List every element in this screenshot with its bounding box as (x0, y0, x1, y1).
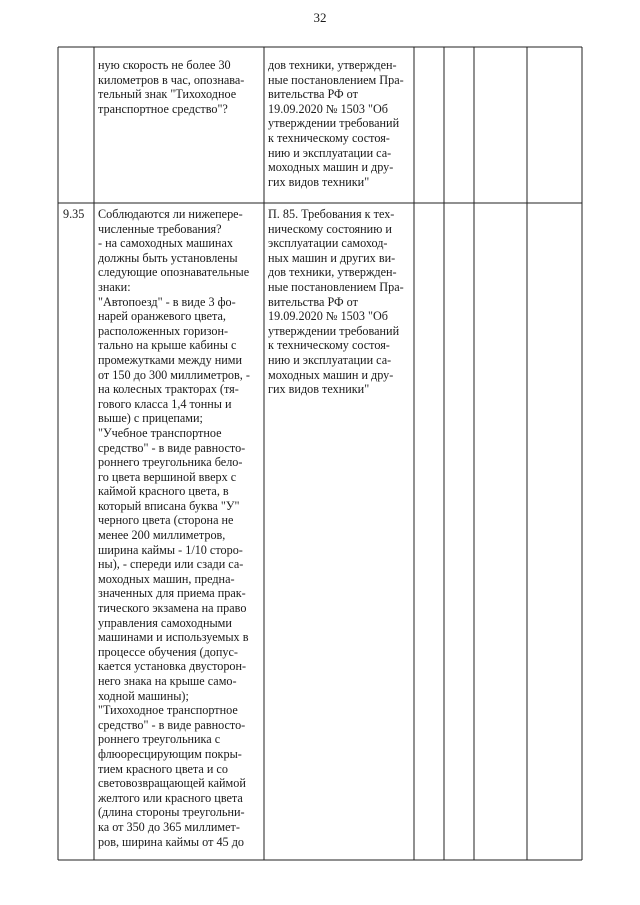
text-line: роннего треугольника с (98, 732, 221, 747)
text-line: управления самоходными (98, 615, 232, 630)
text-line: дов техники, утвержден- (268, 265, 397, 280)
text-line: "Тихоходное транспортное (98, 703, 238, 718)
text-line: к техническому состоя- (268, 130, 390, 145)
text-line: транспортное средство"? (98, 101, 228, 116)
text-line: вительства РФ от (268, 87, 358, 102)
text-line: ную скорость не более 30 (98, 58, 231, 72)
text-line: средство" - в виде равносто- (98, 717, 246, 732)
text-line: значенных для приема прак- (98, 586, 246, 601)
text-line: к техническому состоя- (268, 338, 390, 353)
text-line: го цвета вершиной вверх с (98, 469, 237, 484)
text-line: желтого или красного цвета (98, 790, 243, 805)
text-line: ных машин и других ви- (268, 250, 396, 265)
text-line: кается установка двусторон- (98, 659, 247, 674)
text-line: ров, ширина каймы от 45 до (98, 834, 244, 849)
text-line: Соблюдаются ли нижепере- (98, 207, 243, 221)
text-line: световозвращающей каймой (98, 776, 246, 791)
text-line: нию и эксплуатации са- (268, 145, 392, 160)
text-line: ные постановлением Пра- (268, 72, 404, 87)
top-question-cell (98, 58, 244, 116)
text-line: ка от 350 до 365 миллимет- (98, 819, 240, 834)
text-line: знаки: (98, 279, 131, 294)
text-line: гих видов техники" (268, 174, 370, 189)
text-line: который вписана буква "У" (98, 498, 240, 513)
text-line: черного цвета (сторона не (98, 513, 234, 528)
text-line: нарей оранжевого цвета, (98, 309, 226, 324)
text-line: на колесных тракторах (тя- (98, 382, 239, 397)
text-line: моходных машин и дру- (268, 160, 394, 175)
text-line: от 150 до 300 миллиметров, - (98, 367, 250, 382)
text-line: ны), - спереди или сзади са- (98, 557, 244, 572)
row-935-reference-cell (268, 207, 404, 397)
text-line: расположенных горизон- (98, 323, 229, 338)
text-line: 19.09.2020 № 1503 "Об (268, 101, 388, 116)
text-line: роннего треугольника бело- (98, 455, 243, 470)
row-number: 9.35 (63, 207, 85, 221)
text-line: П. 85. Требования к тех- (268, 207, 395, 221)
text-line: промежутками между ними (98, 352, 243, 367)
row-935-question-cell (98, 207, 250, 849)
text-line: гих видов техники" (268, 382, 370, 397)
text-line: ническому состоянию и (268, 221, 392, 236)
text-line: - на самоходных машинах (98, 236, 233, 251)
text-line: утверждении требований (268, 323, 400, 338)
text-line: выше) с прицепами; (98, 411, 203, 426)
text-line: ные постановлением Пра- (268, 279, 404, 294)
text-line: каймой красного цвета, в (98, 484, 229, 499)
page-number: 32 (313, 10, 327, 25)
text-line: гового класса 1,4 тонны и (98, 396, 232, 411)
text-line: дов техники, утвержден- (268, 58, 397, 72)
text-line: эксплуатации самоход- (268, 236, 388, 251)
text-line: следующие опознавательные (98, 265, 250, 280)
text-line: ширина каймы - 1/10 сторо- (98, 542, 243, 557)
text-line: "Учебное транспортное (98, 425, 222, 440)
text-line: тием красного цвета и со (98, 761, 228, 776)
text-line: (длина стороны треугольни- (98, 805, 245, 820)
text-line: численные требования? (98, 221, 222, 236)
text-line: 19.09.2020 № 1503 "Об (268, 309, 388, 324)
text-line: машинами и используемых в (98, 630, 249, 645)
text-line: процессе обучения (допус- (98, 644, 238, 659)
text-line: него знака на крыше само- (98, 674, 237, 688)
text-line: флюоресцирующим покры- (98, 746, 242, 761)
text-line: средство" - в виде равносто- (98, 440, 246, 455)
text-line: моходных машин и дру- (268, 367, 394, 382)
text-line: "Автопоезд" - в виде 3 фо- (98, 294, 236, 309)
text-line: должны быть установлены (98, 250, 238, 265)
text-line: тического экзамена на право (98, 601, 247, 616)
text-line: нию и эксплуатации са- (268, 352, 392, 367)
text-line: моходных машин, предна- (98, 571, 235, 586)
text-line: тально на крыше кабины с (98, 338, 237, 353)
text-line: менее 200 миллиметров, (98, 528, 226, 543)
top-reference-cell (268, 58, 404, 189)
text-line: тельный знак "Тихоходное (98, 87, 237, 102)
text-line: километров в час, опознава- (98, 72, 245, 87)
text-line: ходной машины); (98, 688, 189, 703)
text-line: утверждении требований (268, 116, 400, 131)
text-line: вительства РФ от (268, 294, 358, 309)
